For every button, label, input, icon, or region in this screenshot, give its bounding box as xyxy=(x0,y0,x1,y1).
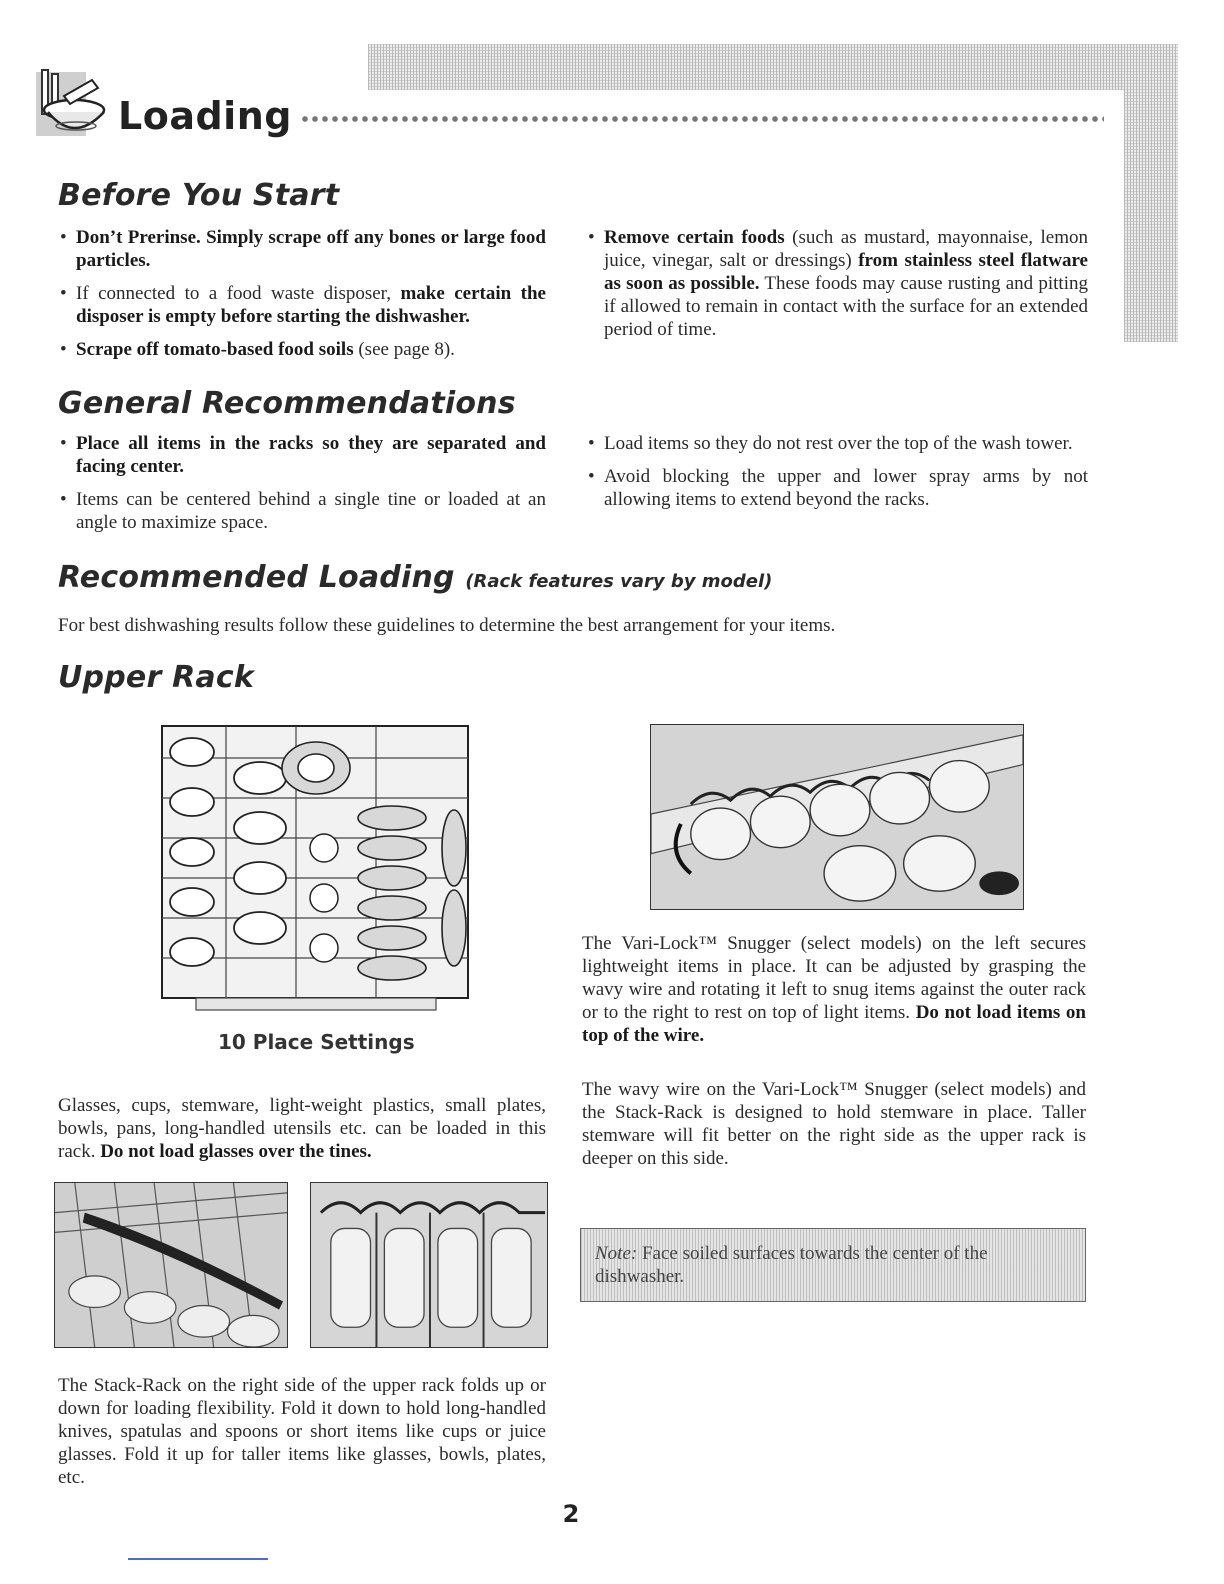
footer-line xyxy=(128,1558,268,1560)
upper-rack-caption: 10 Place Settings xyxy=(218,1030,415,1054)
list-item: • Load items so they do not rest over the top of the wash tower. xyxy=(586,432,1088,455)
list-item: • If connected to a food waste disposer, make certain the disposer is empty before starting the dishwasher. xyxy=(58,282,546,328)
before-you-start-right-list xyxy=(586,226,1088,351)
before-you-start-heading: Before You Start xyxy=(58,178,340,213)
upper-rack-description: Glasses, cups, stemware, light-weight plastics, small plates, bowls, pans, long-handled utensils etc. can be loaded in this rack. Do not load glasses over the tines. xyxy=(58,1095,546,1162)
stack-rack-up-photo xyxy=(310,1182,548,1348)
vari-lock-snugger-photo xyxy=(650,724,1024,910)
stack-rack-description: The Stack-Rack on the right side of the upper rack folds up or down for loading flexibility. Fold it down to hold long-handled knives, spatulas and spoons or short items like cups or juice glasses. Fold it up for taller items like glasses, bowls, plates, etc. xyxy=(58,1375,546,1488)
wavy-wire-description: The wavy wire on the Vari-Lock™ Snugger (select models) and the Stack-Rack is designed to hold stemware in place. Taller stemware will fit better on the right side as the upper rack is deeper on this side. xyxy=(582,1079,1086,1169)
upper-rack-heading: Upper Rack xyxy=(58,660,254,695)
list-item: • Avoid blocking the upper and lower spray arms by not allowing items to extend beyond the racks. xyxy=(586,465,1088,511)
list-item: • Remove certain foods (such as mustard, mayonnaise, lemon juice, vinegar, salt or dressings) from stainless steel flatware as soon as possible. These foods may cause rusting and pitting if allowed to remain in contact with the surface for an extended period of time. xyxy=(586,226,1088,341)
side-pattern-bar xyxy=(1124,44,1178,342)
note-box xyxy=(580,1228,1086,1302)
vari-lock-description: The Vari-Lock™ Snugger (select models) on the left secures lightweight items in place. It can be adjusted by grasping the wavy wire and rotating it left to snug items against the outer rack or to the right to rest on top of light items. Do not load items on top of the wire. xyxy=(582,933,1086,1046)
stack-rack-down-photo xyxy=(54,1182,288,1348)
page-title: Loading xyxy=(118,94,292,138)
list-item: • Items can be centered behind a single tine or loaded at an angle to maximize space. xyxy=(58,488,546,534)
general-recommendations-heading: General Recommendations xyxy=(58,386,516,421)
note-label: Note: xyxy=(595,1243,638,1264)
before-you-start-left-list xyxy=(58,226,546,371)
header-pattern-bar xyxy=(368,44,1178,90)
note-text: Face soiled surfaces towards the center of the dishwasher. xyxy=(595,1243,988,1287)
list-item: • Don’t Prerinse. Simply scrape off any bones or large food particles. xyxy=(58,226,546,272)
list-item: • Place all items in the racks so they are separated and facing center. xyxy=(58,432,546,478)
recommended-loading-subtitle: (Rack features vary by model) xyxy=(465,571,773,592)
list-item: • Scrape off tomato-based food soils (see page 8). xyxy=(58,338,546,361)
dishes-icon xyxy=(34,66,116,144)
title-dot-leader xyxy=(300,112,1104,126)
recommended-loading-heading: Recommended Loading (Rack features vary by model) xyxy=(58,560,773,595)
upper-rack-illustration xyxy=(156,718,476,1014)
general-recommendations-right-list xyxy=(586,432,1088,521)
recommended-loading-intro: For best dishwashing results follow these guidelines to determine the best arrangement for your items. xyxy=(58,615,836,636)
general-recommendations-left-list xyxy=(58,432,546,544)
page-number: 2 xyxy=(562,1500,580,1528)
